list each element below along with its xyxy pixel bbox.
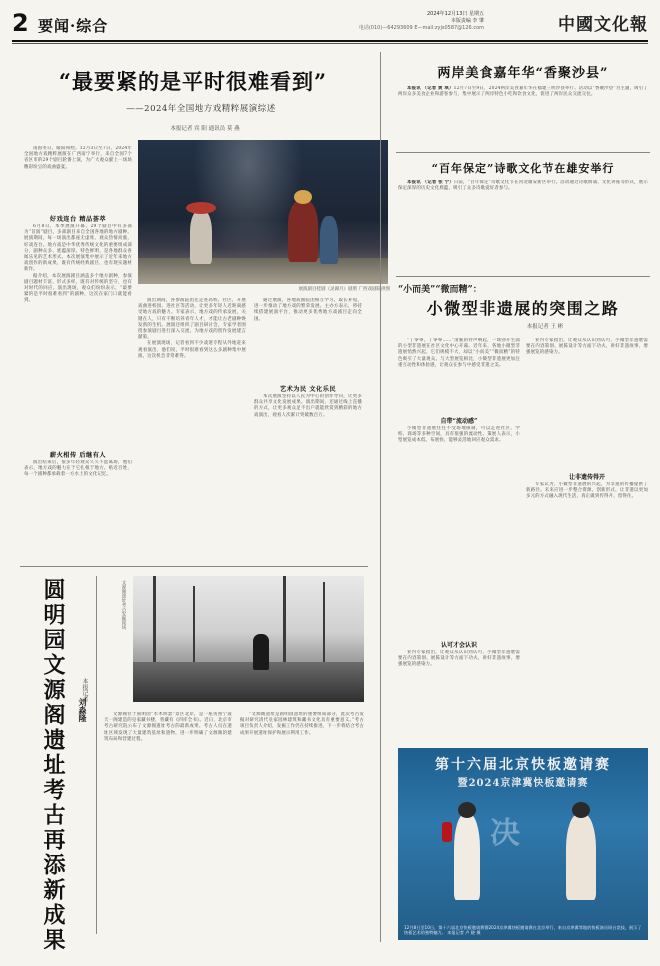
poster-title: 第十六届北京快板邀请赛 (435, 757, 611, 773)
poetry-festival-text: 本报讯 （记者 张 宁）日前，“百年保定”诗歌文化节在河北雄安新区举行。活动通过诗歌朗诵、文化讲座等形式，展示保定深厚的历史文化底蕴，吸引了众多诗歌爱好者参与。 (398, 180, 648, 192)
heritage-text-4a: 业内专家指出，让观众从认识到认可，小微型非遗展需要在内容策划、展陈设计等方面下功夫，讲好非遗故事，增强展览的感染力。 (526, 338, 648, 356)
heritage-text-2: 小微型非遗展往往不受场地限制，可以走进社区、学校、商场等多种空间，具有很强的流动性。策展人表示，小型展览成本低、布展快，能够灵活地回应观众需求。 (398, 426, 520, 444)
section-title: 要闻·综合 (38, 17, 109, 35)
header-rule (12, 40, 648, 42)
food-fair-byline: 本报讯 （记者 黄 琪） (407, 86, 454, 91)
section-divider (20, 566, 368, 567)
heritage-subhead-1: 自带“流动感” (440, 418, 478, 425)
yuanmingyuan-byline-label: 本报记者 (81, 678, 88, 702)
heritage-kicker: “小而美”“微而精”： (398, 285, 482, 295)
main-col1-text2: 演出结束后，很多年轻观众久久不愿离场，他们表示，地方戏的魅力在于它扎根于地方、贴近百姓，每一个剧种都承载着一方水土的文化记忆。 (24, 460, 132, 478)
yuanmingyuan-col1-text: 文源阁位于圆明园“水木明瑟”景区北岸，是一座仿照宁波天一阁建造的皇家藏书楼，曾藏有《四库全书》。近日，北京市考古研究院公布了文源阁遗址考古的最新成果。考古人员在遗址区域发现了大量建筑基址和遗物，进一步明确了文源阁的建筑布局和营建过程。 (104, 712, 232, 742)
poetry-festival-byline: 本报讯 （记者 张 宁） (407, 180, 454, 185)
yuanmingyuan-rule (96, 576, 97, 934)
main-col1-text: 6月8日，本季展演开幕，29个剧目中有多部为“首演”剧目，多部剧目来自全国各地的地方剧种。展演期间，每一场演出都座无虚席，观众热情高涨，好戏连台。地方戏是中华优秀传统文化的重要组成部分，剧种众多、底蕴深厚、特色鲜明，是各地群众喜闻乐见的艺术形式。本次展演集中展示了近年来地方戏创作的新成果，既有传统经典剧目，也有现实题材新作。 据介绍，本次展演剧目涵盖多个地方剧种，参演剧目题材丰富、形式多样，既有对传统的坚守，也有对时代的回应。演出现场，观众们纷纷表示，“最要紧的是平时很难看到”的剧种，这次在家门口就能看到。 (24, 224, 132, 304)
main-col3-text2: 本次展演坚持以人民为中心的创作导向，让更多群众共享文化发展成果。演出期间，还通过线上直播的方式，让更多观众足不出户就能欣赏到精彩的地方戏演出，观看人次累计突破数百万。 (254, 394, 362, 418)
yuanmingyuan-col2-text: “文源阁遗址是圆明园遗址的重要组成部分，此次考古发掘对研究清代皇家园林建筑和藏书文化具有重要意义。”考古项目负责人介绍，发掘工作仍在持续推进，下一步将结合考古成果开展遗址保护和展示利用工作。 (240, 712, 364, 736)
main-byline: 本报记者 宾 阳 通讯员 莫 燕 (170, 126, 240, 132)
page-header (12, 8, 648, 38)
subhead-1: 好戏连台 精品荟萃 (49, 216, 107, 223)
yuanmingyuan-headline: 圆明园文源阁遗址考古再添新成果 (40, 578, 66, 953)
heritage-subhead-2: 认可才会认识 (440, 642, 477, 649)
editor-line: 本版责编 李 肇 (450, 18, 484, 24)
page-number: 2 (12, 9, 29, 37)
subhead-2: 薪火相传 后继有人 (49, 452, 107, 459)
date-line: 2024年12月13日 星期五 (426, 11, 484, 17)
header-info (274, 11, 484, 32)
subhead-3: 艺术为民 文化乐民 (279, 386, 337, 393)
poster-subtitle: 暨2024京津冀快板邀请赛 (457, 778, 589, 789)
column-rule (380, 52, 381, 942)
photo-caption: 展演剧目桂剧《灵湖月》剧照 广西戏剧院供图 (298, 287, 390, 292)
heritage-text-3: 业内专家指出，让观众从认识到认可，小微型非遗展需要在内容策划、展陈设计等方面下功夫，讲好非遗故事，增强展览的感染力。 (398, 650, 520, 668)
heritage-text-1: “丁零零，丁零零……”清脆的铃声响起，一场别开生面的小型非遗展在社区文化中心开幕。近年来，各地小微型非遗展悄然兴起，它们规模不大，却以“小而美”“微而精”的特色吸引了大量观众。与大型展览相比，小微型非遗展更加注重互动性和体验感，让观众在参与中感受非遗之美。 (398, 338, 520, 368)
newspaper-logo: 中國文化報 (558, 15, 648, 35)
heritage-subhead-3: 让非遗传得开 (568, 474, 605, 481)
kuaiban-poster (398, 748, 648, 940)
heritage-text-4: 专家认为，小微型非遗展的兴起，为非遗的传播提供了新路径。未来应进一步整合资源、创新形式，让非遗以更加多元的方式融入现代生活，真正做到传得开、留得住。 (526, 482, 648, 500)
right-divider-1 (396, 152, 650, 153)
heritage-byline: 本报记者 王 彬 (526, 324, 564, 330)
opera-stage-photo (138, 140, 388, 284)
main-lead: 南国冬日，暖阳和煦。12月3日至7日，2024年全国地方戏精粹展演在广西南宁举行，来自全国7个省区市的29个剧目轮番上演，为广大观众献上一场场精彩纷呈的戏曲盛宴。 (24, 146, 132, 170)
right-divider-2 (396, 276, 650, 277)
main-col3-text: 通过展演，各地戏曲院团相互学习、取长补短，进一步推动了地方戏的繁荣发展。主办方表示，将持续搭建展演平台，推动更多优秀地方戏剧目走向全国。 (254, 298, 362, 322)
poster-decoration: 决 (490, 816, 520, 851)
poster-caption: 12月8日至10日，第十六届北京快板邀请赛暨2024京津冀快板邀请赛在北京举行，来自京津冀等地的快板演员同台竞技，展示了快板艺术的独特魅力。 本报记者 卢 晓 摄 (404, 924, 642, 936)
poetry-festival-headline: “百年保定”诗歌文化节在雄安举行 (431, 162, 615, 175)
yuanmingyuan-byline-name: 刘淼隆 (78, 698, 88, 722)
heritage-headline: 小微型非遗展的突围之路 (426, 299, 620, 318)
excavation-site-photo (133, 576, 364, 702)
main-col2-text: 演出期间，各参演院团还走进高校、社区，开展戏曲进校园、进社区等活动，让更多年轻人近距离感受地方戏的魅力。专家表示，地方戏的传承发展，关键在人，只有不断培养青年人才，才能让古老剧种焕发新的生机。展演还组织了剧目研讨会，专家学者围绕参演剧目进行深入交流，为地方戏的创作发展建言献策。 在展演现场，记者看到不少戏迷专程从外地赶来观看演出，他们说，平时很难看到这么多剧种集中展演，这次机会非常难得。 (138, 298, 246, 359)
food-fair-headline: 两岸美食嘉年华“香聚沙县” (437, 66, 609, 81)
header-rule-thin (12, 43, 648, 44)
yuanmingyuan-photo-caption: 文源阁遗址考古发掘现场 (121, 580, 126, 630)
main-headline: “最要紧的是平时很难看到” (58, 69, 328, 94)
contact-line: 电话(010)—64293609 E—mail:zyjs0587@126.com (358, 25, 484, 31)
food-fair-text: 本报讯 （记者 黄 琪）12月7日至9日，2024两岸美食嘉年华在福建三明沙县举行。活动以“香聚沙县”为主题，吸引了两岸众多美食企业和游客参与，集中展示了两岸特色小吃和饮食文化，促进了两岸民众交流交往。 (398, 86, 648, 98)
main-subheadline: ——2024年全国地方戏精粹展演综述 (126, 104, 276, 114)
